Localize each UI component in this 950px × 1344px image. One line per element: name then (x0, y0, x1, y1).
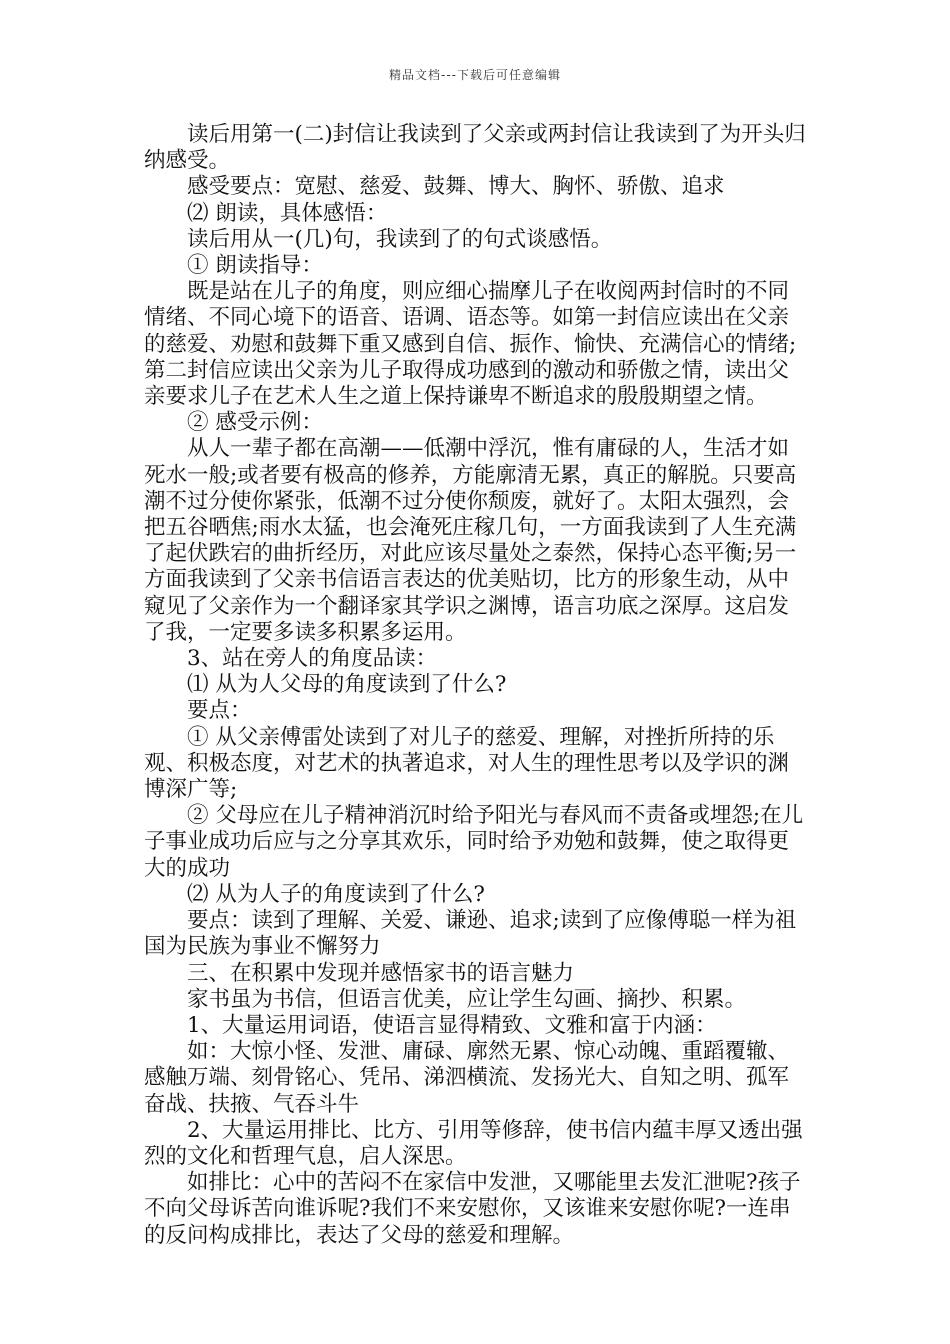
paragraph: ② 感受示例： (187, 410, 323, 436)
paragraph: ② 父母应在儿子精神消沉时给予阳光与春风而不责备或埋怨;在儿子事业成功后应与之分享其欢乐，同时给予劝勉和鼓舞，使之取得更大的成功 (144, 803, 804, 881)
document-body (144, 122, 809, 1249)
paragraph: 感受要点：宽慰、慈爱、鼓舞、博大、胸怀、骄傲、追求 (187, 174, 725, 200)
paragraph: ① 从父亲傅雷处读到了对儿子的慈爱、理解，对挫折所持的乐观、积极态度，对艺术的执著追求，对人生的理性思考以及学识的渊博深广等; (144, 724, 790, 803)
paragraph: 三、在积累中发现并感悟家书的语言魅力 (187, 960, 575, 986)
paragraph: 家书虽为书信，但语言优美，应让学生勾画、摘抄、积累。 (187, 986, 747, 1012)
paragraph: 读后用从一(几)句，我读到了的句式谈感悟。 (187, 226, 613, 252)
paragraph: 既是站在儿子的角度，则应细心揣摩儿子在收阅两封信时的不同情绪、不同心境下的语音、语调、语态等。如第一封信应读出在父亲的慈爱、劝慰和鼓舞下重又感到自信、振作、愉快、充满信心的情绪;第二封信应读出父亲为儿子取得成功感到的激动和骄傲之情，读出父亲要求儿子在艺术人生之道上保持谦卑不断追求的殷殷期望之情。 (144, 279, 797, 410)
paragraph: 从人一辈子都在高潮——低潮中浮沉，惟有庸碌的人，生活才如死水一般;或者要有极高的修养，方能廓清无累，真正的解脱。只要高潮不过分使你紧张，低潮不过分使你颓废，就好了。太阳太强烈，会把五谷晒焦;雨水太猛，也会淹死庄稼几句，一方面我读到了人生充满了起伏跌宕的曲折经历，对此应该尽量处之泰然，保持心态平衡;另一方面我读到了父亲书信语言表达的优美贴切，比方的形象生动，从中窥见了父亲作为一个翻译家其学识之渊博，语言功底之深厚。这启发了我，一定要多读多积累多运用。 (144, 436, 797, 645)
paragraph: 如：大惊小怪、发泄、庸碌、廓然无累、惊心动魄、重蹈覆辙、感触万端、刻骨铭心、凭吊、涕泗横流、发扬光大、自知之明、孤军奋战、扶掖、气吞斗牛 (144, 1039, 790, 1117)
page-header: 精品文档---下载后可任意编辑 (389, 68, 561, 82)
paragraph: 1、大量运用词语，使语言显得精致、文雅和富于内涵： (187, 1012, 717, 1038)
paragraph: ⑴ 从为人父母的角度读到了什么? (187, 672, 507, 698)
paragraph: ① 朗读指导： (187, 253, 323, 279)
paragraph: ⑵ 朗读，具体感悟： (187, 200, 388, 226)
paragraph: 读后用第一(二)封信让我读到了父亲或两封信让我读到了为开头归纳感受。 (144, 122, 806, 174)
paragraph: 要点：读到了理解、关爱、谦逊、追求;读到了应像傅聪一样为祖国为民族为事业不懈努力 (144, 908, 797, 960)
paragraph: ⑵ 从为人子的角度读到了什么? (187, 881, 485, 907)
paragraph: 2、大量运用排比、比方、引用等修辞，使书信内蕴丰厚又透出强烈的文化和哲理气息，启人深思。 (144, 1117, 803, 1169)
paragraph: 要点： (187, 698, 252, 724)
paragraph: 如排比：心中的苦闷不在家信中发泄，又哪能里去发汇泄呢?孩子不向父母诉苦向谁诉呢?我们不来安慰你，又该谁来安慰你呢?一连串的反问构成排比，表达了父母的慈爱和理解。 (144, 1170, 801, 1248)
paragraph: 3、站在旁人的角度品读： (187, 646, 438, 672)
